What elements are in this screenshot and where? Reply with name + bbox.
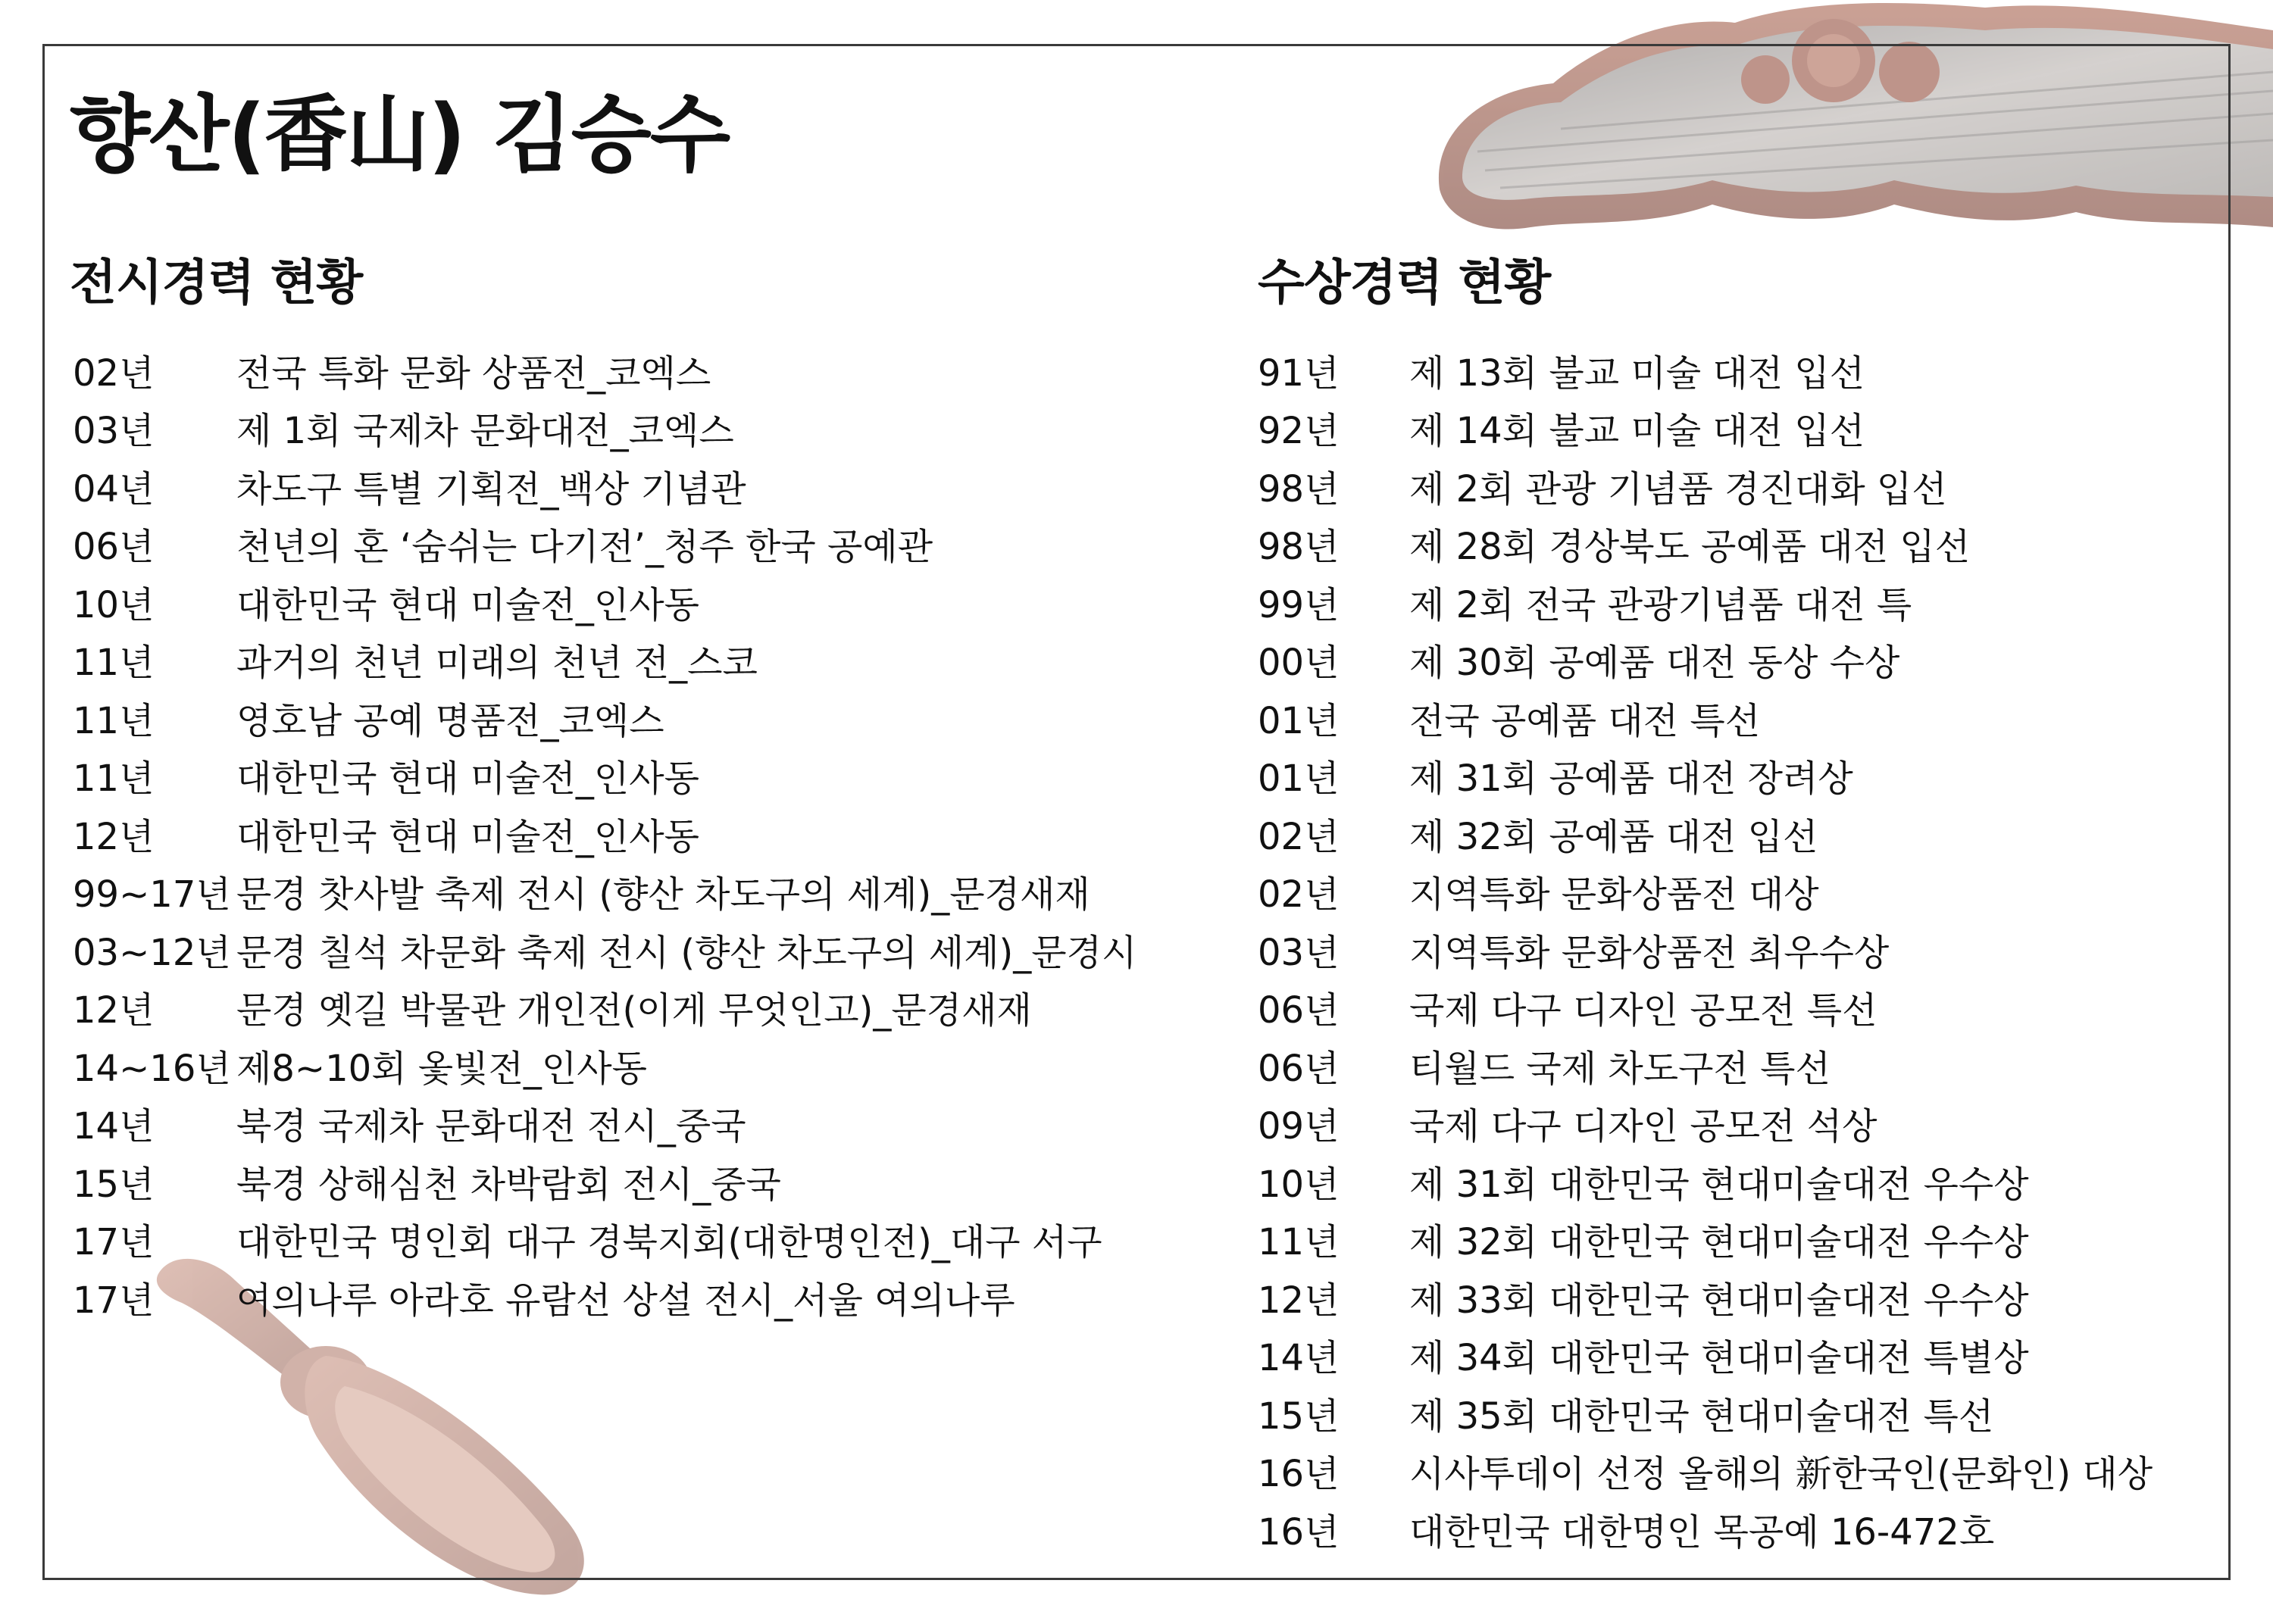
- item-text: 과거의 천년 미래의 천년 전_스코: [236, 642, 758, 685]
- item-text: 제 28회 경상북도 공예품 대전 입선: [1409, 526, 1971, 569]
- item-year: 17년: [73, 1279, 155, 1322]
- item-text: 국제 다구 디자인 공모전 특선: [1409, 989, 1877, 1032]
- list-item: [1258, 1384, 2228, 1442]
- item-text: 북경 상해심천 차박람회 전시_중국: [236, 1163, 781, 1206]
- item-year: 98년: [1258, 526, 1340, 569]
- item-text: 제 33회 대한민국 현대미술대전 우수상: [1409, 1279, 2029, 1322]
- item-text: 대한민국 현대 미술전_인사동: [236, 757, 699, 801]
- item-text: 전국 특화 문화 상품전_코엑스: [236, 351, 711, 395]
- item-year: 12년: [1258, 1279, 1340, 1322]
- item-text: 대한민국 현대 미술전_인사동: [236, 583, 699, 626]
- item-text: 문경 칠석 차문화 축제 전시 (향산 차도구의 세계)_문경시: [236, 931, 1137, 974]
- list-item: [73, 1268, 1240, 1326]
- item-year: 02년: [73, 351, 155, 395]
- item-year: 91년: [1258, 351, 1340, 395]
- list-item: [73, 1036, 1240, 1095]
- list-item: [1258, 1500, 2228, 1558]
- item-year: 99~17년: [73, 873, 231, 917]
- list-item: [1258, 1210, 2228, 1269]
- item-year: 12년: [73, 815, 155, 858]
- item-year: 92년: [1258, 410, 1340, 453]
- list-item: [73, 920, 1240, 979]
- item-year: 15년: [1258, 1394, 1340, 1438]
- item-year: 03~12년: [73, 931, 231, 974]
- item-year: 04년: [73, 467, 155, 511]
- list-item: [1258, 863, 2228, 921]
- item-year: 11년: [73, 757, 155, 801]
- item-year: 06년: [1258, 989, 1340, 1032]
- item-text: 북경 국제차 문화대전 전시_중국: [236, 1105, 746, 1148]
- list-item: [1258, 920, 2228, 979]
- item-text: 천년의 혼 ‘숨쉬는 다기전’_청주 한국 공예관: [236, 526, 933, 569]
- item-text: 대한민국 대한명인 목공예 16-472호: [1409, 1510, 1995, 1554]
- item-text: 제 2회 관광 기념품 경진대화 입선: [1409, 467, 1947, 511]
- item-text: 여의나루 아라호 유람선 상설 전시_서울 여의나루: [236, 1279, 1015, 1322]
- list-item: [1258, 689, 2228, 747]
- item-year: 11년: [73, 642, 155, 685]
- page-title: 향산(香山) 김승수: [70, 86, 730, 183]
- list-item: [73, 515, 1240, 573]
- item-year: 11년: [73, 699, 155, 742]
- list-item: [1258, 1036, 2228, 1095]
- item-text: 차도구 특별 기획전_백상 기념관: [236, 467, 746, 511]
- list-item: [73, 863, 1240, 921]
- item-year: 14년: [73, 1105, 155, 1148]
- item-text: 전국 공예품 대전 특선: [1409, 699, 1761, 742]
- item-year: 16년: [1258, 1453, 1340, 1496]
- list-item: [73, 631, 1240, 689]
- item-text: 문경 옛길 박물관 개인전(이게 무엇인고)_문경새재: [236, 989, 1032, 1032]
- item-text: 제 30회 공예품 대전 동상 수상: [1409, 642, 1900, 685]
- item-year: 02년: [1258, 873, 1340, 917]
- item-year: 06년: [73, 526, 155, 569]
- awards-list: [1258, 341, 2228, 1558]
- item-year: 01년: [1258, 699, 1340, 742]
- list-item: [1258, 804, 2228, 863]
- item-year: 15년: [73, 1163, 155, 1206]
- item-text: 제 2회 전국 관광기념품 대전 특: [1409, 583, 1912, 626]
- item-text: 제 34회 대한민국 현대미술대전 특별상: [1409, 1337, 2029, 1380]
- list-item: [1258, 631, 2228, 689]
- item-year: 10년: [73, 583, 155, 626]
- list-item: [73, 1210, 1240, 1269]
- list-item: [73, 457, 1240, 515]
- item-text: 문경 찻사발 축제 전시 (향산 차도구의 세계)_문경새재: [236, 873, 1090, 917]
- item-text: 대한민국 명인회 대구 경북지회(대한명인전)_대구 서구: [236, 1221, 1102, 1264]
- exhibitions-heading: 전시경력 현황: [70, 255, 363, 311]
- exhibitions-list: [73, 341, 1240, 1326]
- list-item: [73, 341, 1240, 399]
- item-text: 국제 다구 디자인 공모전 석상: [1409, 1105, 1877, 1148]
- list-item: [1258, 1326, 2228, 1385]
- item-year: 03년: [73, 410, 155, 453]
- list-item: [1258, 1095, 2228, 1153]
- list-item: [73, 1152, 1240, 1210]
- list-item: [1258, 1268, 2228, 1326]
- list-item: [1258, 399, 2228, 458]
- list-item: [1258, 1152, 2228, 1210]
- list-item: [1258, 573, 2228, 631]
- list-item: [73, 399, 1240, 458]
- item-year: 06년: [1258, 1047, 1340, 1090]
- item-year: 14년: [1258, 1337, 1340, 1380]
- item-year: 10년: [1258, 1163, 1340, 1206]
- item-year: 98년: [1258, 467, 1340, 511]
- item-year: 09년: [1258, 1105, 1340, 1148]
- list-item: [1258, 457, 2228, 515]
- item-year: 03년: [1258, 931, 1340, 974]
- list-item: [73, 804, 1240, 863]
- item-text: 제 32회 대한민국 현대미술대전 우수상: [1409, 1221, 2029, 1264]
- item-year: 99년: [1258, 583, 1340, 626]
- item-year: 12년: [73, 989, 155, 1032]
- list-item: [1258, 1442, 2228, 1501]
- list-item: [73, 747, 1240, 805]
- item-year: 00년: [1258, 642, 1340, 685]
- list-item: [73, 689, 1240, 747]
- item-year: 11년: [1258, 1221, 1340, 1264]
- item-text: 제 1회 국제차 문화대전_코엑스: [236, 410, 734, 453]
- item-text: 시사투데이 선정 올해의 新한국인(문화인) 대상: [1409, 1453, 2153, 1496]
- list-item: [1258, 515, 2228, 573]
- item-text: 티월드 국제 차도구전 특선: [1409, 1047, 1831, 1090]
- list-item: [73, 573, 1240, 631]
- list-item: [1258, 979, 2228, 1037]
- item-text: 제 31회 대한민국 현대미술대전 우수상: [1409, 1163, 2029, 1206]
- awards-heading: 수상경력 현황: [1258, 255, 1551, 311]
- item-text: 대한민국 현대 미술전_인사동: [236, 815, 699, 858]
- list-item: [1258, 747, 2228, 805]
- item-text: 영호남 공예 명품전_코엑스: [236, 699, 664, 742]
- item-text: 제 32회 공예품 대전 입선: [1409, 815, 1818, 858]
- item-text: 제 31회 공예품 대전 장려상: [1409, 757, 1853, 801]
- item-year: 17년: [73, 1221, 155, 1264]
- item-text: 제 13회 불교 미술 대전 입선: [1409, 351, 1865, 395]
- list-item: [73, 1095, 1240, 1153]
- list-item: [73, 979, 1240, 1037]
- item-text: 제 35회 대한민국 현대미술대전 특선: [1409, 1394, 1994, 1438]
- list-item: [1258, 341, 2228, 399]
- item-year: 02년: [1258, 815, 1340, 858]
- item-text: 지역특화 문화상품전 최우수상: [1409, 931, 1890, 974]
- item-text: 제8~10회 옻빛전_인사동: [236, 1047, 648, 1090]
- item-year: 16년: [1258, 1510, 1340, 1554]
- item-year: 14~16년: [73, 1047, 231, 1090]
- item-text: 제 14회 불교 미술 대전 입선: [1409, 410, 1865, 453]
- item-text: 지역특화 문화상품전 대상: [1409, 873, 1819, 917]
- item-year: 01년: [1258, 757, 1340, 801]
